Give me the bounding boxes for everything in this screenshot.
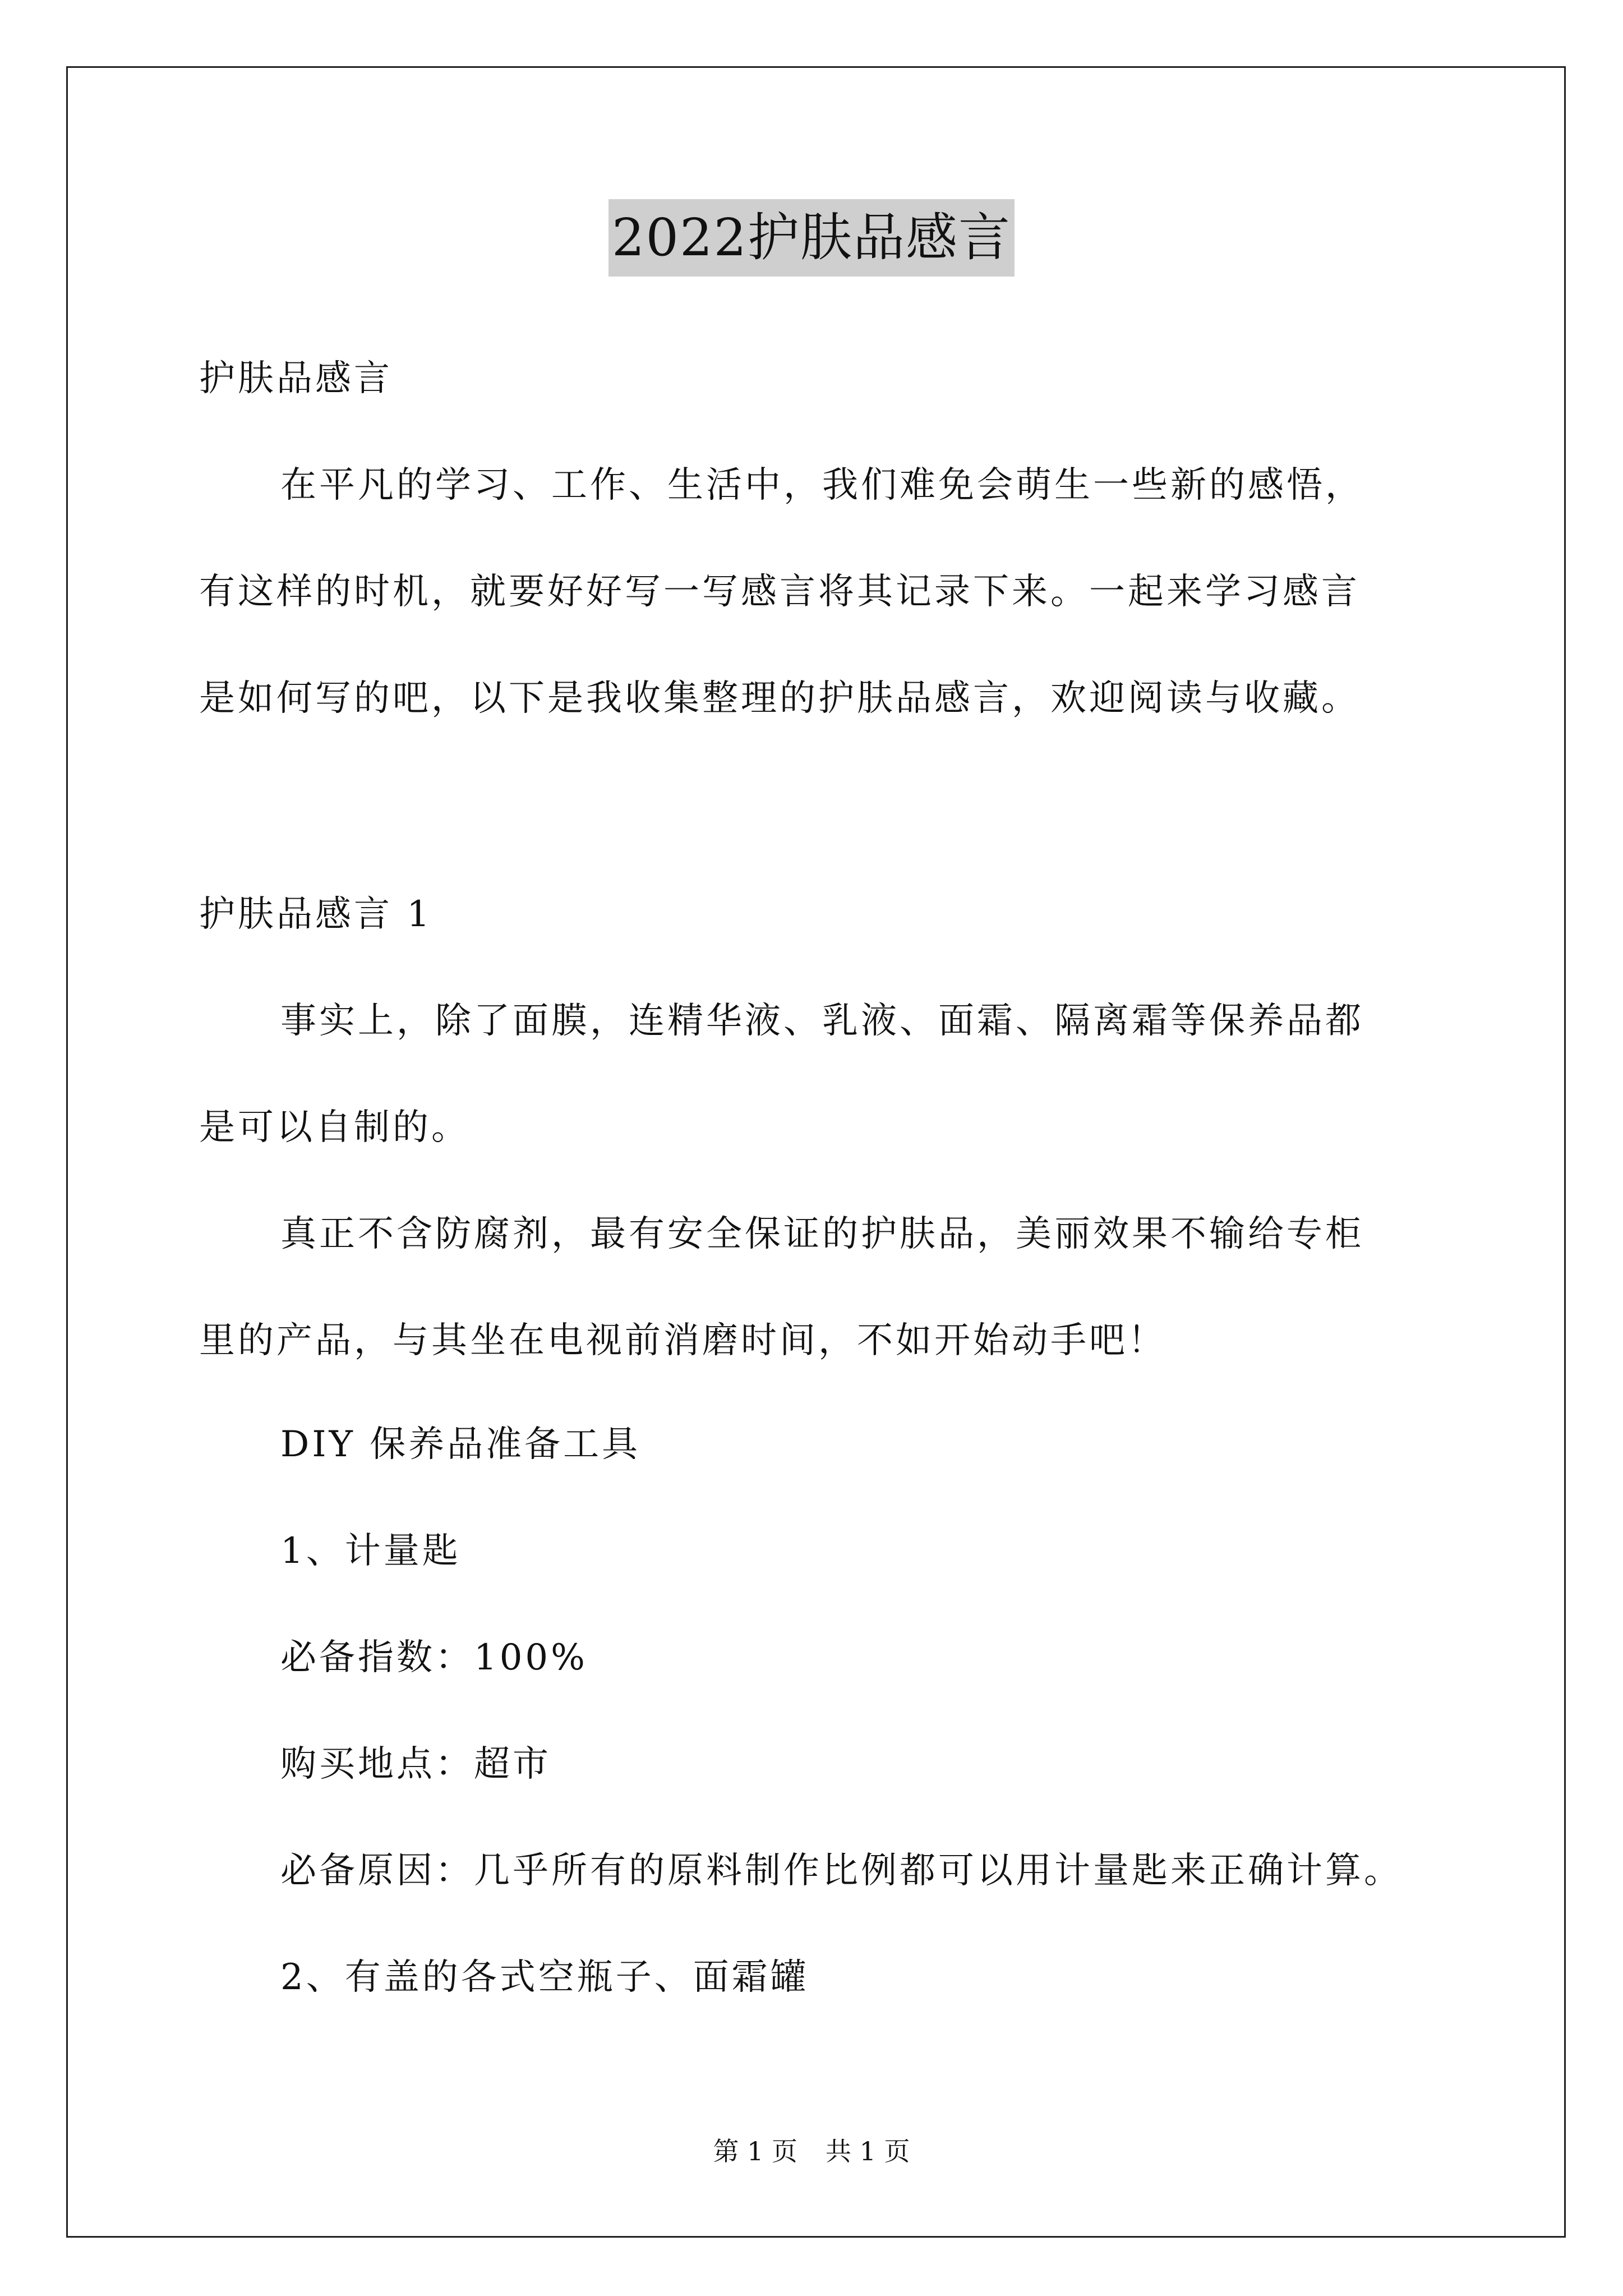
paragraph-line: 真正不含防腐剂，最有安全保证的护肤品，美丽效果不输给专柜	[280, 1213, 1364, 1255]
paragraph-line: 里的产品，与其坐在电视前消磨时间，不如开始动手吧！	[199, 1320, 1166, 1361]
paragraph-line: 有这样的时机，就要好好写一写感言将其记录下来。一起来学习感言	[199, 571, 1360, 613]
list-detail: 购买地点：超市	[280, 1743, 551, 1785]
list-detail: 必备原因：几乎所有的原料制作比例都可以用计量匙来正确计算。	[280, 1850, 1403, 1892]
document-title: 2022护肤品感言	[608, 199, 1015, 277]
list-detail: 必备指数：100%	[280, 1637, 588, 1678]
list-item: 2、有盖的各式空瓶子、面霜罐	[280, 1957, 809, 1998]
page-footer	[0, 2134, 1623, 2168]
section-heading: 护肤品感言	[199, 358, 393, 399]
title-container	[0, 199, 1623, 277]
page-total: 共 1 页	[826, 2136, 910, 2166]
section-heading: 护肤品感言 1	[199, 894, 433, 935]
page-number: 第 1 页	[713, 2136, 797, 2166]
paragraph-line: 在平凡的学习、工作、生活中，我们难免会萌生一些新的感悟，	[280, 464, 1364, 506]
paragraph-line: 是如何写的吧，以下是我收集整理的护肤品感言，欢迎阅读与收藏。	[199, 678, 1360, 719]
list-heading: DIY 保养品准备工具	[280, 1424, 641, 1465]
paragraph-line: 是可以自制的。	[199, 1107, 470, 1148]
paragraph-line: 事实上，除了面膜，连精华液、乳液、面霜、隔离霜等保养品都	[280, 1000, 1364, 1042]
list-item: 1、计量匙	[280, 1530, 461, 1572]
